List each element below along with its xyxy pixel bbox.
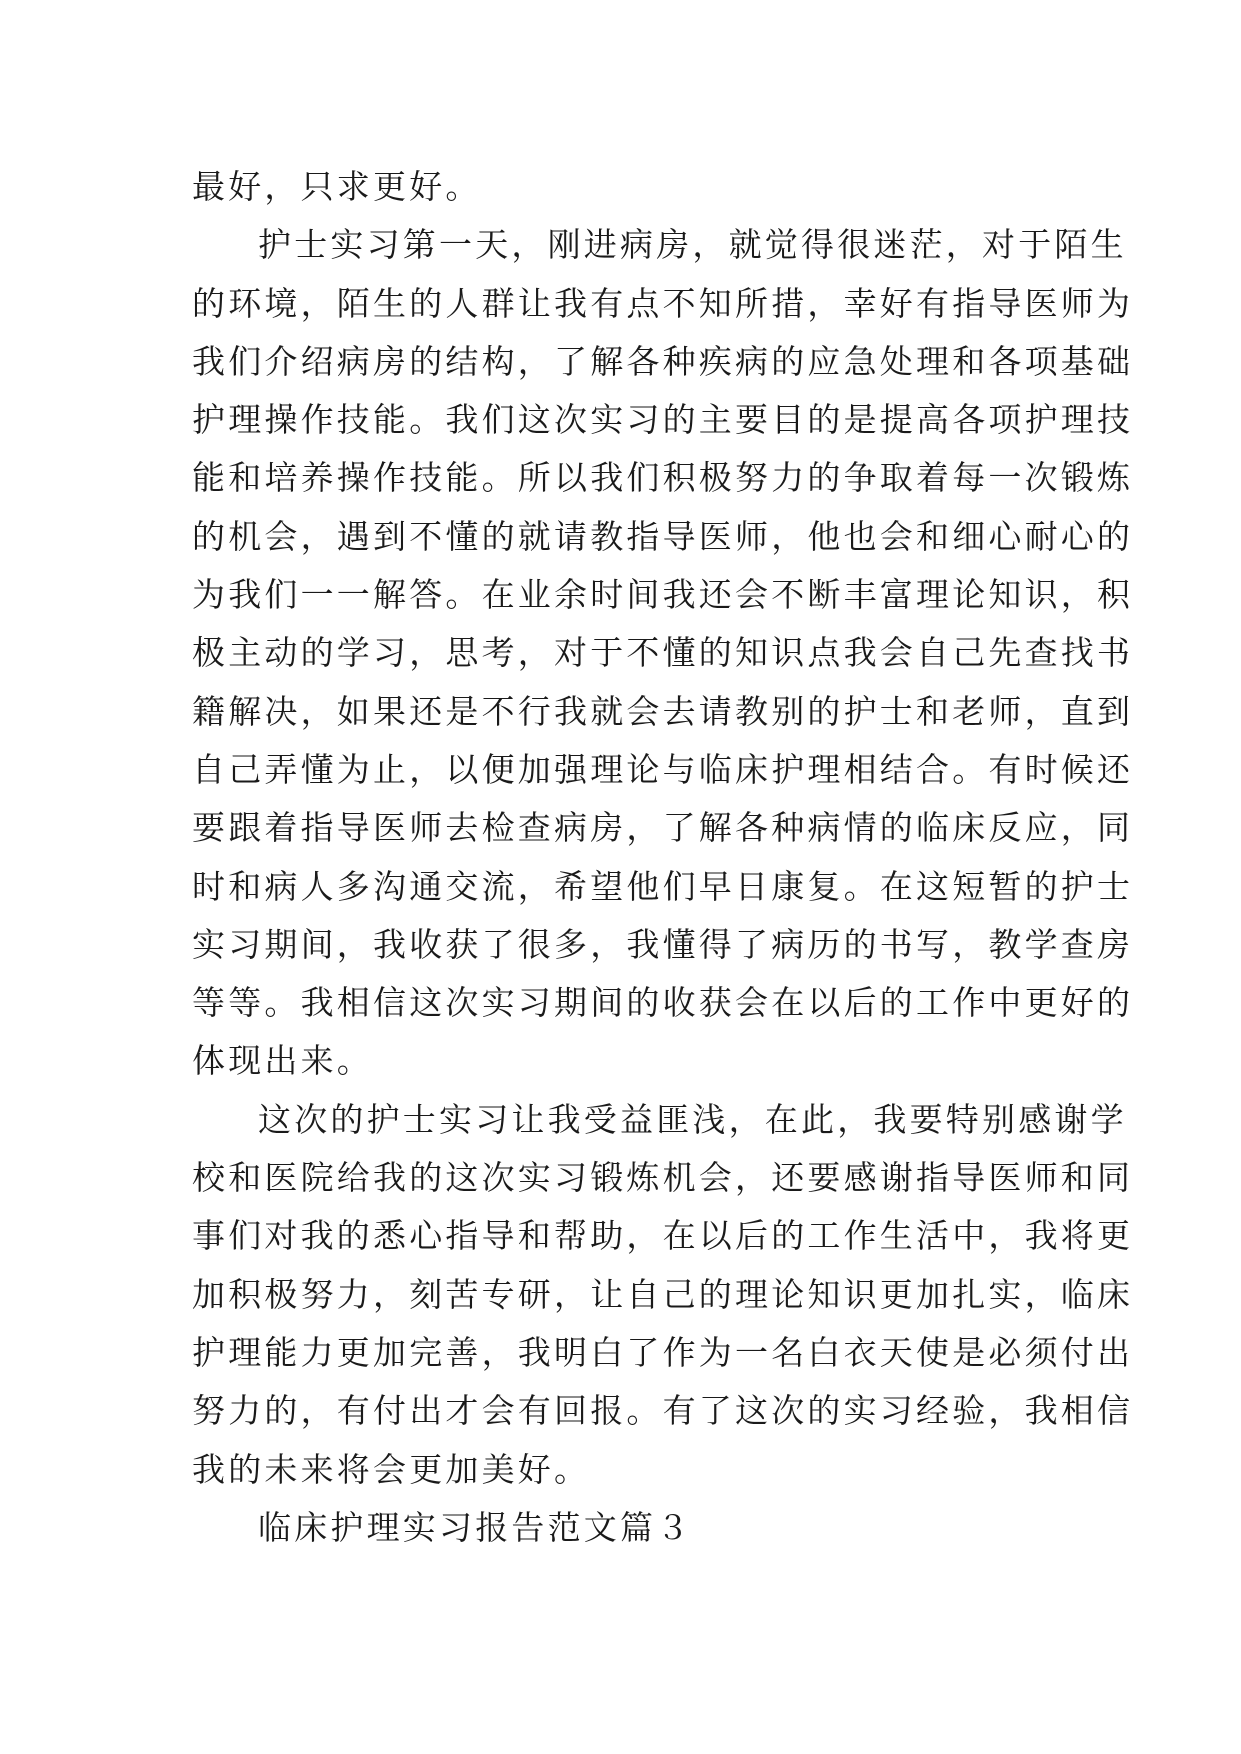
text-line: 护理操作技能。我们这次实习的主要目的是提高各项护理技	[192, 400, 1134, 440]
text-line: 努力的，有付出才会有回报。有了这次的实习经验，我相信	[192, 1391, 1134, 1431]
text-line: 自己弄懂为止，以便加强理论与临床护理相结合。有时候还	[192, 749, 1134, 789]
text-line: 极主动的学习，思考，对于不懂的知识点我会自己先查找书	[192, 633, 1134, 673]
text-line: 我们介绍病房的结构，了解各种疾病的应急处理和各项基础	[192, 341, 1134, 381]
text-line: 护理能力更加完善，我明白了作为一名白衣天使是必须付出	[192, 1332, 1134, 1372]
text-line: 的机会，遇到不懂的就请教指导医师，他也会和细心耐心的	[192, 516, 1134, 556]
text-line: 体现出来。	[192, 1041, 373, 1081]
text-line: 这次的护士实习让我受益匪浅，在此，我要特别感谢学	[258, 1099, 1127, 1139]
text-line: 籍解决，如果还是不行我就会去请教别的护士和老师，直到	[192, 691, 1134, 731]
text-line: 最好，只求更好。	[192, 167, 482, 206]
text-line: 等等。我相信这次实习期间的收获会在以后的工作中更好的	[192, 983, 1134, 1023]
text-line: 加积极努力，刻苦专研，让自己的理论知识更加扎实，临床	[192, 1274, 1134, 1314]
text-line: 的环境，陌生的人群让我有点不知所措，幸好有指导医师为	[192, 283, 1134, 323]
text-line: 护士实习第一天，刚进病房，就觉得很迷茫，对于陌生	[258, 225, 1127, 265]
text-line: 校和医院给我的这次实习锻炼机会，还要感谢指导医师和同	[192, 1158, 1134, 1198]
text-line: 时和病人多沟通交流，希望他们早日康复。在这短暂的护士	[192, 866, 1134, 906]
document-body	[192, 158, 1134, 1557]
text-line: 要跟着指导医师去检查病房，了解各种病情的临床反应，同	[192, 808, 1134, 848]
text-line: 我的未来将会更加美好。	[192, 1449, 591, 1489]
text-line: 实习期间，我收获了很多，我懂得了病历的书写，教学查房	[192, 924, 1134, 964]
text-line: 为我们一一解答。在业余时间我还会不断丰富理论知识，积	[192, 575, 1134, 615]
section-heading: 临床护理实习报告范文篇３	[258, 1507, 693, 1547]
text-line: 能和培养操作技能。所以我们积极努力的争取着每一次锻炼	[192, 458, 1134, 498]
text-line: 事们对我的悉心指导和帮助，在以后的工作生活中，我将更	[192, 1216, 1134, 1256]
